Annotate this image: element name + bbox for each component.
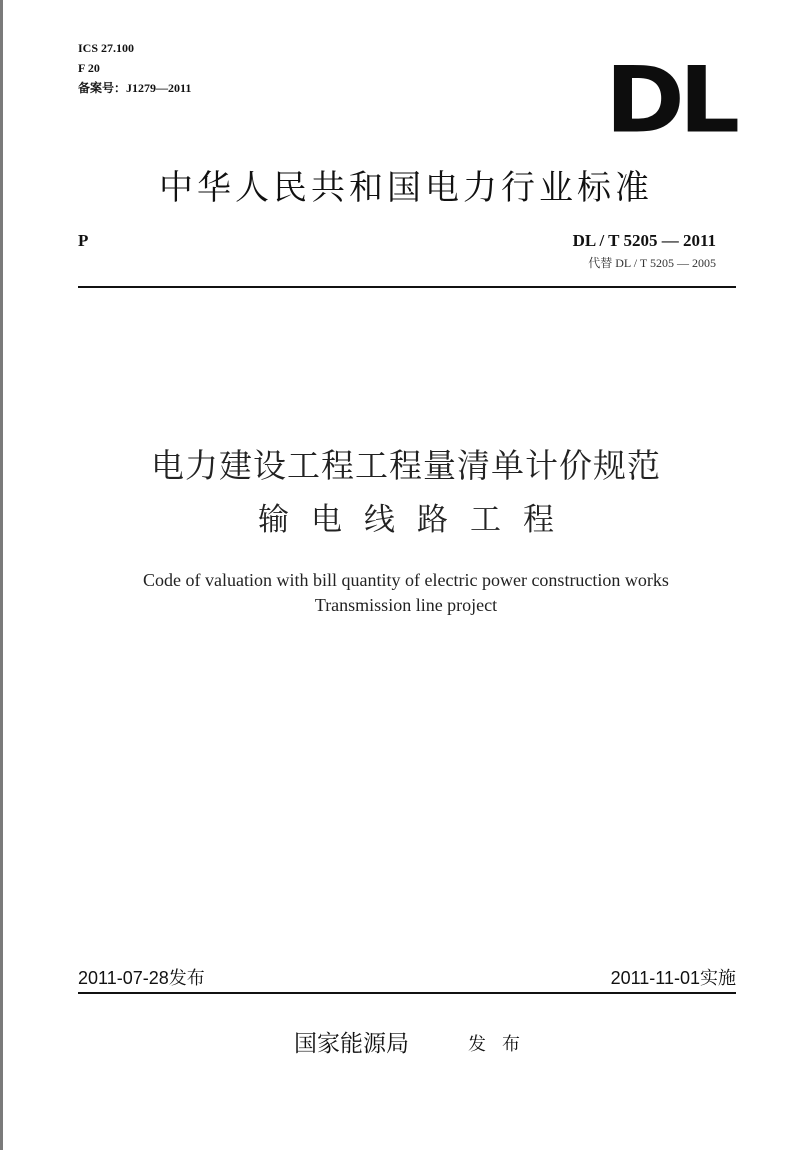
document-subtitle-zh: 输电线路工程 [258, 502, 576, 538]
issue-date: 2011-07-28发布 [78, 968, 205, 988]
national-standard-title: 中华人民共和国电力行业标准 [159, 168, 653, 208]
effective-date: 2011-11-01实施 [610, 968, 736, 988]
category-code: P [78, 231, 89, 250]
title-en-line-1: Code of valuation with bill quantity of electric power construction works [143, 570, 669, 590]
dl-logo: DL [605, 46, 734, 154]
record-number: 备案号：J1279—2011 [78, 81, 192, 95]
document-metadata [78, 38, 191, 98]
bottom-divider [78, 992, 736, 994]
replaces-standard: 代替 DL / T 5205 — 2005 [588, 256, 716, 270]
title-en-line-2: Transmission line project [314, 595, 498, 615]
classification-code: F 20 [78, 61, 100, 75]
ics-code: ICS 27.100 [78, 41, 135, 55]
standard-number: DL / T 5205 — 2011 [572, 231, 716, 250]
top-divider [78, 286, 736, 288]
issuing-authority: 国家能源局 [294, 1031, 409, 1057]
document-title-en [0, 568, 812, 618]
document-title-zh: 电力建设工程工程量清单计价规范 [151, 446, 661, 485]
issue-label: 发布 [468, 1034, 536, 1055]
